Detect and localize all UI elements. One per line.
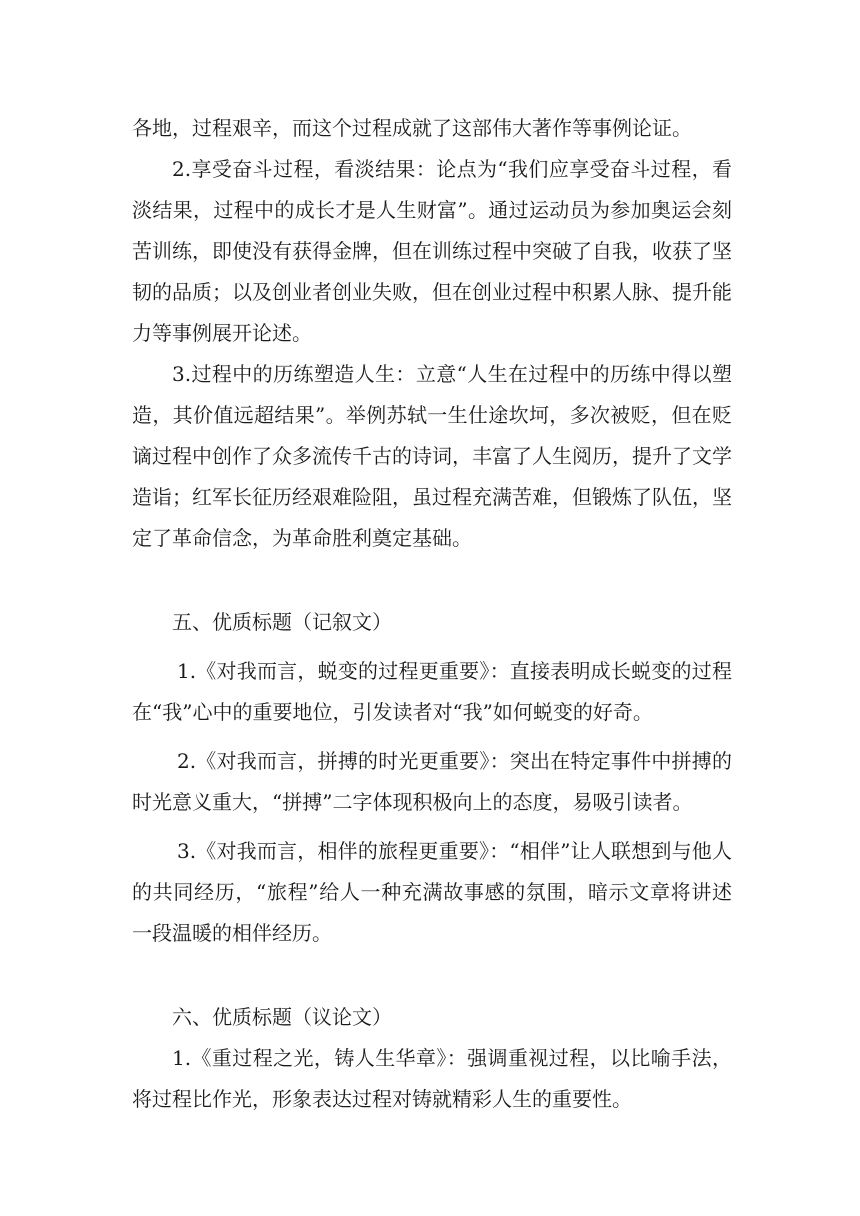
paragraph-point-3: 3.过程中的历练塑造人生：立意“人生在过程中的历练中得以塑造，其价值远超结果”。举例苏轼一生仕途坎坷，多次被贬，但在贬谪过程中创作了众多流传千古的诗词，丰富了人生阅历，提升了文学造诣；红军长征历经艰难险阻，虽过程充满苦难，但锻炼了队伍，坚定了革命信念，为革命胜利奠定基础。 bbox=[132, 362, 732, 550]
item-spacer bbox=[132, 733, 732, 741]
section-spacer bbox=[132, 559, 732, 602]
section-spacer bbox=[132, 954, 732, 997]
narrative-title-1: 1.《对我而言，蜕变的过程更重要》：直接表明成长蜕变的过程在“我”心中的重要地位，引发读者对“我”如何蜕变的好奇。 bbox=[132, 659, 732, 724]
section-heading-5: 五、优质标题（记叙文） bbox=[172, 610, 392, 634]
item-spacer bbox=[132, 823, 732, 831]
paragraph-point-2: 2.享受奋斗过程，看淡结果：论点为“我们应享受奋斗过程，看淡结果，过程中的成长才是人生财富”。通过运动员为参加奥运会刻苦训练，即使没有获得金牌，但在训练过程中突破了自我，收获了坚韧的品质；以及创业者创业失败，但在创业过程中积累人脉、提升能力等事例展开论述。 bbox=[132, 157, 732, 345]
section-heading-6: 六、优质标题（议论文） bbox=[172, 1005, 392, 1029]
heading-spacer bbox=[132, 643, 732, 651]
narrative-title-3: 3.《对我而言，相伴的旅程更重要》：“相伴”让人联想到与他人的共同经历，“旅程”给人一种充满故事感的氛围，暗示文章将讲述一段温暖的相伴经历。 bbox=[132, 839, 732, 945]
paragraph-continuation: 各地，过程艰辛，而这个过程成就了这部伟大著作等事例论证。 bbox=[132, 116, 692, 140]
narrative-title-2: 2.《对我而言，拼搏的时光更重要》：突出在特定事件中拼搏的时光意义重大，“拼搏”二字体现积极向上的态度，易吸引读者。 bbox=[132, 749, 732, 814]
document-body bbox=[132, 108, 732, 1120]
argumentative-title-1: 1.《重过程之光，铸人生华章》：强调重视过程，以比喻手法，将过程比作光，形象表达过程对铸就精彩人生的重要性。 bbox=[132, 1046, 732, 1111]
